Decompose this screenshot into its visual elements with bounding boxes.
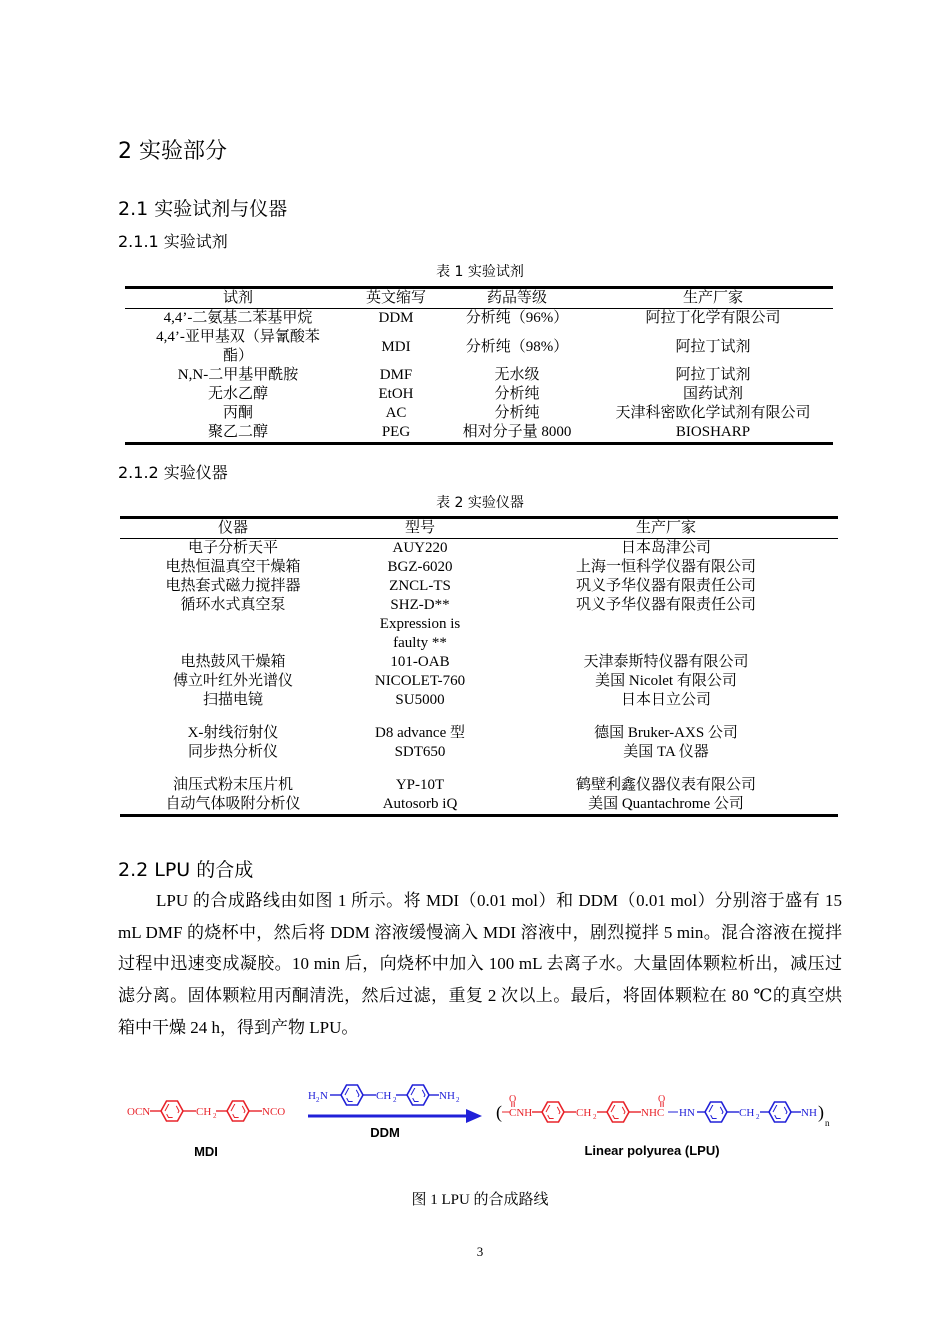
cell: Autosorb iQ — [382, 796, 458, 812]
subscript: 2 — [456, 1096, 460, 1104]
table-row — [125, 366, 833, 385]
nh2-label: NH — [439, 1090, 455, 1102]
subscript: 2 — [213, 1112, 217, 1120]
table-row — [125, 309, 833, 329]
cell: N,N-二甲基甲酰胺 — [177, 367, 299, 383]
cell: Expression is faulty ** — [379, 616, 461, 651]
cell: 天津科密欧化学试剂有限公司 — [615, 405, 811, 421]
oxygen-label: O — [658, 1094, 666, 1105]
cell: 美国 TA 仪器 — [623, 744, 709, 760]
cell: 分析纯 — [494, 405, 540, 421]
cell: 阿拉丁试剂 — [675, 367, 751, 383]
table-row — [120, 596, 838, 615]
ch2-label: CH — [739, 1107, 755, 1119]
cell: 4,4’-亚甲基双（异氰酸苯酯） — [156, 329, 320, 364]
cell: 相对分子量 8000 — [462, 424, 572, 440]
cell: AUY220 — [392, 540, 448, 556]
page-number: 3 — [476, 1244, 484, 1259]
table-row — [125, 423, 833, 444]
table2-caption: 表 2 实验仪器 — [436, 495, 524, 511]
cell: YP-10T — [395, 777, 445, 793]
cell: 分析纯（96%） — [465, 310, 569, 326]
cnh-label: CNH — [509, 1107, 533, 1119]
oxygen-label: O — [509, 1094, 517, 1105]
table-row — [120, 776, 838, 795]
cell — [494, 615, 838, 653]
cell: DDM — [378, 310, 414, 326]
ring-double-bond — [411, 1089, 425, 1102]
cell: SHZ-D** — [390, 597, 450, 613]
cell: X-射线衍射仪 — [187, 725, 279, 741]
ch2-label: CH — [196, 1106, 212, 1118]
table-row — [120, 743, 838, 762]
cell: 分析纯（98%） — [465, 338, 569, 355]
col-header: 型号 — [346, 518, 494, 539]
cell: 日本日立公司 — [620, 692, 711, 708]
table-row — [120, 672, 838, 691]
ring-double-bond — [773, 1106, 787, 1119]
cell: NICOLET-760 — [374, 673, 466, 689]
table-row — [120, 653, 838, 672]
synthesis-scheme — [0, 1070, 950, 1170]
cell: 101-OAB — [390, 654, 450, 670]
cell: 巩义予华仪器有限责任公司 — [575, 578, 756, 594]
table-row — [125, 385, 833, 404]
col-header: 药品等级 — [441, 288, 593, 309]
col-header: 生产厂家 — [494, 518, 838, 539]
arrow-head-icon — [466, 1109, 482, 1123]
figure-caption: 图 1 LPU 的合成路线 — [411, 1192, 549, 1208]
cell: SDT650 — [394, 744, 446, 760]
cell: 油压式粉末压片机 — [172, 777, 293, 793]
hn-label: HN — [679, 1107, 695, 1119]
subscript: 2 — [756, 1113, 760, 1121]
h-label: H — [308, 1090, 316, 1102]
table1-caption: 表 1 实验试剂 — [436, 264, 524, 280]
table-row — [120, 577, 838, 596]
col-header: 英文缩写 — [351, 288, 441, 309]
ocn-label: OCN — [127, 1106, 151, 1118]
cell: 丙酮 — [222, 405, 253, 421]
table-row — [120, 691, 838, 710]
nco-label: NCO — [262, 1106, 286, 1118]
ddm-structure — [308, 1090, 460, 1104]
mdi-label: MDI — [194, 1144, 218, 1159]
reagents-heading: 2.1.1 实验试剂 — [118, 232, 228, 251]
cell: 无水级 — [494, 367, 540, 383]
cell: DMF — [379, 367, 413, 383]
cell: D8 advance 型 — [375, 725, 465, 741]
cell: 美国 Nicolet 有限公司 — [595, 673, 737, 689]
n-label: N — [320, 1090, 328, 1102]
table-row — [120, 558, 838, 577]
ddm-label: DDM — [370, 1125, 400, 1140]
table-row — [120, 724, 838, 743]
subscript: 2 — [316, 1096, 320, 1104]
cell: 电热套式磁力搅拌器 — [165, 578, 301, 594]
ring-double-bond — [709, 1106, 723, 1119]
cell: ZNCL-TS — [389, 578, 451, 594]
cell: 无水乙醇 — [207, 386, 268, 402]
cell: 扫描电镜 — [202, 692, 263, 708]
cell: AC — [385, 405, 407, 421]
col-header: 试剂 — [125, 288, 351, 309]
cell: 电热鼓风干燥箱 — [180, 654, 286, 670]
repeat-n-label: n — [825, 1118, 830, 1128]
cell: 电子分析天平 — [187, 540, 278, 556]
ring-double-bond — [611, 1106, 625, 1119]
synthesis-heading: 2.2 LPU 的合成 — [118, 859, 254, 881]
subscript: 2 — [393, 1096, 397, 1104]
cell: BIOSHARP — [675, 424, 751, 440]
cell: 傅立叶红外光谱仪 — [172, 673, 293, 689]
cell: 美国 Quantachrome 公司 — [588, 796, 744, 812]
cell: 阿拉丁化学有限公司 — [645, 310, 781, 326]
ring-double-bond — [165, 1105, 179, 1118]
reagents-table — [125, 286, 833, 445]
lpu-label: Linear polyurea (LPU) — [584, 1143, 720, 1158]
cell: 循环水式真空泵 — [180, 597, 286, 613]
nhc-label: NHC — [641, 1107, 665, 1119]
cell: 日本岛津公司 — [620, 540, 711, 556]
mdi-structure — [127, 1106, 285, 1120]
cell: SU5000 — [395, 692, 445, 708]
cell: 4,4’-二氨基二苯基甲烷 — [163, 310, 313, 326]
cell: EtOH — [378, 386, 414, 402]
subscript: 2 — [593, 1113, 597, 1121]
table-row — [120, 615, 838, 653]
cell: 电热恒温真空干燥箱 — [165, 559, 301, 575]
cell: 上海一恒科学仪器有限公司 — [575, 559, 756, 575]
svg-text:): ) — [818, 1102, 824, 1122]
table-row — [125, 404, 833, 423]
synthesis-paragraph: LPU 的合成路线由如图 1 所示。将 MDI（0.01 mol）和 DDM（0.01 mol）分别溶于盛有 15 mL DMF 的烧杯中，然后将 DDM 溶液缓慢滴入 MDI 溶液中，剧烈搅拌 5 min。混合溶液在搅拌过程中迅速变成凝胶。10 min 后，向烧杯中加入 100 mL 去离子水。大量固体颗粒析出，减压过滤分离。固体颗粒用丙酮清洗，然后过滤，重复 2 次以上。最后，将固体颗粒在 80 ℃的真空烘箱中干燥 24 h，得到产物 LPU。 — [118, 891, 842, 1037]
instruments-heading: 2.1.2 实验仪器 — [118, 463, 228, 482]
cell: 鹤壁利鑫仪器仪表有限公司 — [575, 777, 756, 793]
cell: MDI — [381, 338, 411, 355]
cell: 聚乙二醇 — [207, 424, 268, 440]
spacer-row — [120, 710, 838, 724]
ring-double-bond — [345, 1089, 359, 1102]
table-row — [120, 539, 838, 559]
spacer-row — [120, 762, 838, 776]
section-title: 2 实验部分 — [118, 139, 227, 164]
ring-double-bond — [546, 1106, 560, 1119]
table-row — [120, 795, 838, 816]
nh-label: NH — [801, 1107, 817, 1119]
cell: 巩义予华仪器有限责任公司 — [575, 597, 756, 613]
svg-text:(: ( — [496, 1102, 502, 1122]
ch2-label: CH — [376, 1090, 392, 1102]
cell: 国药试剂 — [682, 386, 743, 402]
col-header: 仪器 — [120, 518, 346, 539]
cell — [120, 615, 346, 653]
cell: 同步热分析仪 — [187, 744, 278, 760]
ch2-label: CH — [576, 1107, 592, 1119]
cell: 德国 Bruker-AXS 公司 — [594, 725, 738, 741]
cell: 天津泰斯特仪器有限公司 — [583, 654, 749, 670]
cell: 自动气体吸附分析仪 — [165, 796, 301, 812]
col-header: 生产厂家 — [593, 288, 833, 309]
cell: BGZ-6020 — [387, 559, 453, 575]
cell: PEG — [381, 424, 411, 440]
instruments-table — [120, 516, 838, 817]
table-row — [125, 328, 833, 366]
subsection-title: 2.1 实验试剂与仪器 — [118, 198, 288, 220]
cell: 阿拉丁试剂 — [675, 338, 751, 355]
cell: 分析纯 — [494, 386, 540, 402]
ring-double-bond — [231, 1105, 245, 1118]
